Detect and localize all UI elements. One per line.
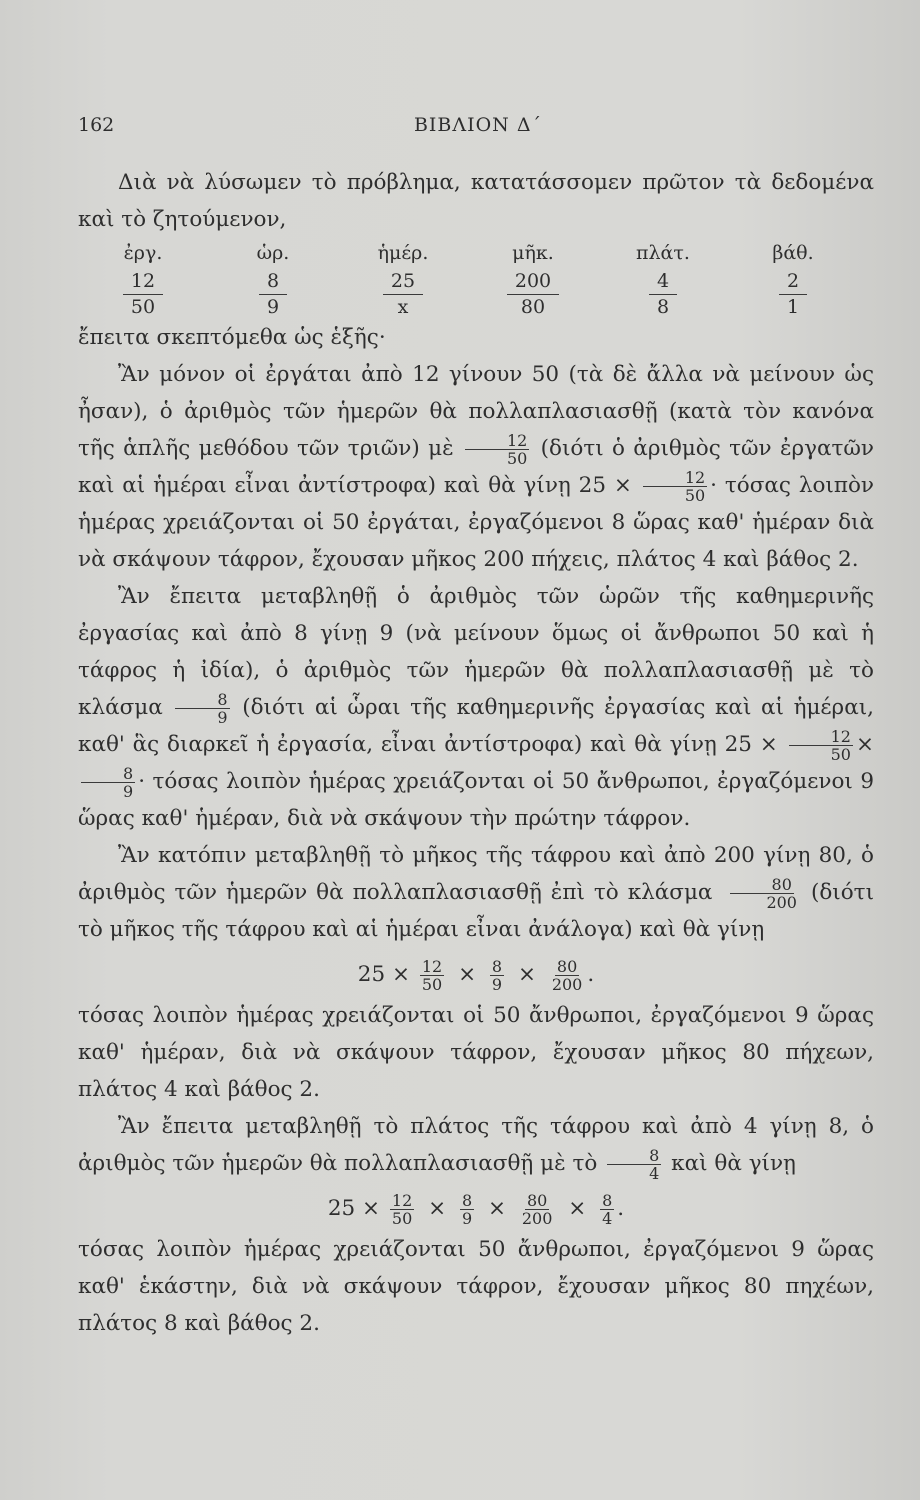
table-header: βάθ. bbox=[772, 242, 814, 264]
table-cell: $\frac{25}{x}$ bbox=[338, 268, 468, 319]
formula-length: 25 × $\frac{12}{50}$ × $\frac{8}{9}$ × $\frac{80}{200}$ . bbox=[357, 956, 595, 994]
fraction: $\frac{80}{200}$ bbox=[724, 876, 799, 911]
fraction: $\frac{8}{9}$ bbox=[81, 765, 135, 800]
table-cell: $\frac{2}{1}$ bbox=[728, 268, 858, 319]
fraction: $\frac{8}{4}$ bbox=[607, 1147, 661, 1182]
paragraph-hours: Ἂν ἔπειτα μεταβληθῇ ὁ ἀριθμὸς τῶν ὡρῶν τῆς καθημερινῆς ἐργασίας καὶ ἀπὸ 8 γίνῃ 9 (νὰ μείνουν ὅμως οἱ ἄνθρωποι 50 καὶ ἡ τάφρος ἡ ἰδία), ὁ ἀριθμὸς τῶν ἡμερῶν θὰ πολλαπλασιασθῇ μὲ τὸ κλάσμα $\frac{8}{9}$ (διότι αἱ ὧραι τῆς καθημερινῆς ἐργασίας καὶ αἱ ἡμέραι, καθ' ἃς διαρκεῖ ἡ ἐργασία, εἶναι ἀντίστροφα) καὶ θὰ γίνῃ 25 × $\frac{12}{50}$ × $\frac{8}{9}$ · τόσας λοιπὸν ἡμέρας χρειάζονται οἱ 50 ἄνθρωποι, ἐργαζόμενοι 9 ὥρας καθ' ἡμέραν, διὰ νὰ σκάψουν τὴν πρώτην τάφρον. bbox=[78, 584, 874, 831]
running-head bbox=[78, 114, 878, 144]
running-title: ΒΙΒΛΙΟΝ Δ΄ bbox=[413, 114, 543, 136]
data-table bbox=[78, 238, 858, 319]
table-header: ἡμέρ. bbox=[377, 242, 429, 264]
fraction: $\frac{12}{50}$ bbox=[643, 469, 707, 504]
fraction: $\frac{12}{50}$ bbox=[789, 728, 853, 763]
paragraph-length: Ἂν κατόπιν μεταβληθῇ τὸ μῆκος τῆς τάφρου καὶ ἀπὸ 200 γίνῃ 80, ὁ ἀριθμὸς τῶν ἡμερῶν θὰ πολλαπλασιασθῇ ἐπὶ τὸ κλάσμα $\frac{80}{200}$ (διότι τὸ μῆκος τῆς τάφρου καὶ αἱ ἡμέραι εἶναι ἀνάλογα) καὶ θὰ γίνῃ bbox=[78, 843, 874, 942]
paragraph-width: Ἂν ἔπειτα μεταβληθῇ τὸ πλάτος τῆς τάφρου καὶ ἀπὸ 4 γίνῃ 8, ὁ ἀριθμὸς τῶν ἡμερῶν θὰ πολλαπλασιασθῇ μὲ τὸ $\frac{8}{4}$ καὶ θὰ γίνῃ bbox=[78, 1114, 874, 1183]
fraction: $\frac{8}{9}$ bbox=[175, 691, 229, 726]
formula-width: 25 × $\frac{12}{50}$ × $\frac{8}{9}$ × $\frac{80}{200}$ × $\frac{8}{4}$ . bbox=[327, 1190, 625, 1228]
table-cell: $\frac{200}{80}$ bbox=[468, 268, 598, 319]
paragraph-length-cont: τόσας λοιπὸν ἡμέρας χρειάζονται οἱ 50 ἄνθρωποι, ἐργαζόμενοι 9 ὥρας καθ' ἡμέραν, διὰ νὰ σκάψουν τάφρον, ἔχουσαν μῆκος 80 πήχεων, πλάτος 4 καὶ βάθος 2. bbox=[78, 1003, 874, 1102]
paragraph-width-cont: τόσας λοιπὸν ἡμέρας χρειάζονται 50 ἄνθρωποι, ἐργαζόμενοι 9 ὥρας καθ' ἑκάστην, διὰ νὰ σκάψουν τάφρον, ἔχουσαν μῆκος 80 πηχέων, πλάτος 8 καὶ βάθος 2. bbox=[78, 1237, 874, 1336]
table-cell: $\frac{4}{8}$ bbox=[598, 268, 728, 319]
table-cell: $\frac{12}{50}$ bbox=[78, 268, 208, 319]
table-header: ἐργ. bbox=[123, 242, 163, 264]
after-table-line: ἔπειτα σκεπτόμεθα ὡς ἑξῆς· bbox=[78, 325, 386, 350]
page-number: 162 bbox=[78, 114, 115, 136]
table-cell: $\frac{8}{9}$ bbox=[208, 268, 338, 319]
fraction: $\frac{12}{50}$ bbox=[465, 432, 529, 467]
table-header: μῆκ. bbox=[512, 242, 554, 264]
intro-paragraph: Διὰ νὰ λύσωμεν τὸ πρόβλημα, κατατάσσομεν πρῶτον τὰ δεδομένα καὶ τὸ ζητούμενον, bbox=[78, 170, 874, 232]
body-text bbox=[78, 164, 874, 1342]
table-header: πλάτ. bbox=[636, 242, 690, 264]
table-header: ὡρ. bbox=[256, 242, 290, 264]
paragraph-workers: Ἂν μόνον οἱ ἐργάται ἀπὸ 12 γίνουν 50 (τὰ δὲ ἄλλα νὰ μείνουν ὡς ἦσαν), ὁ ἀριθμὸς τῶν ἡμερῶν θὰ πολλαπλασιασθῇ (κατὰ τὸν κανόνα τῆς ἁπλῆς μεθόδου τῶν τριῶν) μὲ $\frac{12}{50}$ (διότι ὁ ἀριθμὸς τῶν ἐργατῶν καὶ αἱ ἡμέραι εἶναι ἀντίστροφα) καὶ θὰ γίνῃ 25 × $\frac{12}{50}$ · τόσας λοιπὸν ἡμέρας χρειάζονται οἱ 50 ἐργάται, ἐργαζόμενοι 8 ὥρας καθ' ἡμέραν διὰ νὰ σκάψουν τάφρον, ἔχουσαν μῆκος 200 πήχεις, πλάτος 4 καὶ βάθος 2. bbox=[78, 362, 874, 572]
